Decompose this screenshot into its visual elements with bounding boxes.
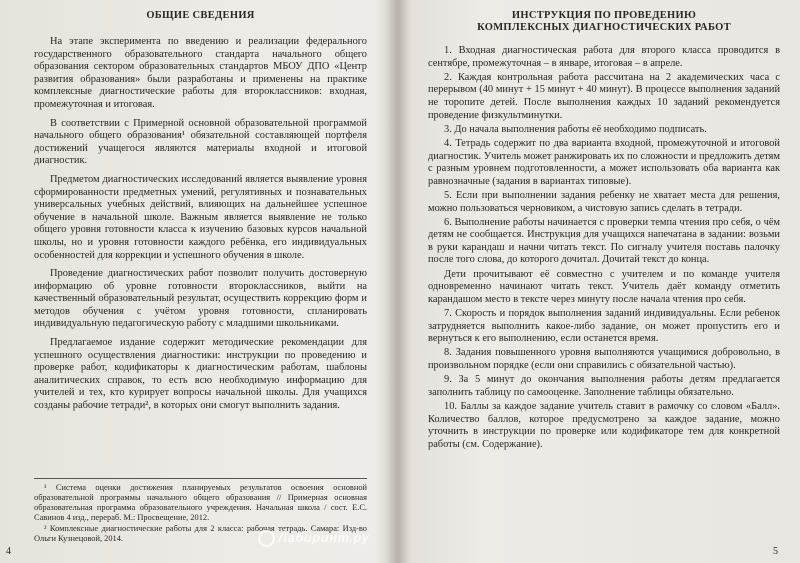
watermark — [258, 530, 369, 547]
right-page-heading — [428, 10, 780, 34]
instruction-item: 5. Если при выполнении задания ребенку не хватает места для решения, можно пользоваться черновиком, а чистовую запись сделать в тетради. — [428, 189, 780, 214]
instruction-item: 6. Выполнение работы начинается с проверки темпа чтения про себя, о чём детям не сообщается. Инструкция для учащихся напечатана в задании: возьми в руки карандаш и начни читать текст. По сигналу учителя поставь палочку после того слова, до которого дочитал. Дочитай текст до конца. — [428, 216, 780, 266]
footnote: ² Комплексные диагностические работы для 2 класса: рабочая тетрадь. Самара: Изд-во Ольги Кузнецовой, 2014. — [34, 524, 367, 543]
left-paragraph: Предлагаемое издание содержит методические рекомендации для успешного осуществления диагностики: инструкции по проведению и проверке работ, кодификаторы к диагностическим работам, шаблоны аналитических справок, то есть всю необходимую информацию для учителей и тех, кто курирует вопросы начальной школы. Для учащихся созданы рабочие тетради², в которых они смогут выполнить задания. — [34, 337, 367, 412]
left-paragraph: На этапе эксперимента по введению и реализации федерального государственного образовательного стандарта начального общего образования сектором образовательных стандартов МБОУ ДПО «Центр развития образования» были разработаны и применены на практике комплексные диагностические работы для второклассников: входная, промежуточная и итоговая. — [34, 36, 367, 110]
left-paragraph: Предметом диагностических исследований является выявление уровня сформированности предметных умений, регулятивных и познавательных универсальных учебных действий, влияющих на дальнейшее успешное обучение в начальной школе. Важным является выявление не только общего уровня готовности класса к изучению базовых курсов начальной школы, но и уровня готовности каждого ребёнка, его индивидуальных особенностей для коррекции и успешного обучения в школе. — [34, 173, 367, 261]
left-paragraph: Проведение диагностических работ позволит получить достоверную информацию об уровне готовности второклассников, выйти на качественный образовательный результат, осуществить коррекцию форм и методов обучения с учётом уровня готовности, спланировать индивидуальную педагогическую работу с младшими школьниками. — [34, 268, 367, 330]
watermark-text: Лабиринт.ру — [278, 530, 370, 545]
right-heading-line-2: КОМПЛЕКСНЫХ ДИАГНОСТИЧЕСКИХ РАБОТ — [477, 22, 731, 33]
instruction-item: 10. Баллы за каждое задание учитель ставит в рамочку со словом «Балл». Количество баллов, которое предусмотрено за каждое задание, можно уточнить в инструкции по проверке или кодификаторе тем для конкретной работы (см. Содержание). — [428, 400, 780, 450]
left-page-heading: ОБЩИЕ СВЕДЕНИЯ — [146, 10, 255, 21]
instruction-item: 7. Скорость и порядок выполнения заданий индивидуальны. Если ребенок затрудняется выполнить какое-либо задание, он может пропустить его и вернуться к его выполнению, если останется время. — [428, 308, 780, 345]
instruction-item: 9. За 5 минут до окончания выполнения работы детям предлагается заполнить таблицу по самооценке. Заполнение таблицы обязательно. — [428, 374, 780, 398]
footnote: ¹ Система оценки достижения планируемых результатов освоения основной образовательной программы начального общего образования // Примерная основная образовательная программа образовательного учреждения. Начальная школа / сост. Е.С. Савинов 4 изд., перераб. М.: Просвещение, 2012. — [34, 483, 367, 522]
right-page — [404, 0, 800, 563]
right-page-number: 5 — [773, 546, 778, 557]
instruction-item: 2. Каждая контрольная работа рассчитана на 2 академических часа с перерывом (40 минут + 15 минут + 40 минут). В процессе выполнения заданий не торопите детей. После выполнения каждых 10 заданий рекомендуется проведение физкультминутки. — [428, 71, 780, 121]
left-page-body — [34, 8, 367, 419]
instruction-item: 3. До начала выполнения работы её необходимо подписать. — [444, 123, 707, 135]
right-heading-line-1: ИНСТРУКЦИЯ ПО ПРОВЕДЕНИЮ — [511, 10, 697, 21]
left-page-number: 4 — [6, 546, 11, 557]
instruction-item: Дети прочитывают её совместно с учителем и по команде учителя одновременно начинают читать текст. Учитель даёт команду отметить карандашом место в тексте через минуту после начала чтения про себя. — [428, 268, 780, 305]
watermark-logo-icon — [258, 530, 275, 547]
instruction-item: 8. Задания повышенного уровня выполняются учащимися добровольно, в произвольном порядке (если они справились с обязательной частью). — [428, 347, 780, 371]
left-paragraph: В соответствии с Примерной основной образовательной программой начального общего образования¹ обязательной составляющей портфеля достижений учащегося являются материалы входной и итоговой диагностик. — [34, 117, 367, 167]
left-page — [0, 0, 394, 563]
right-page-body — [428, 8, 780, 453]
instruction-item: 4. Тетрадь содержит по два варианта входной, промежуточной и итоговой диагностик. Учитель может ранжировать их по сложности и предложить детям с разным уровнем подготовленности, а может использовать оба варианта как равнозначные (задания в вариантах типовые). — [428, 137, 780, 187]
instruction-item: 1. Входная диагностическая работа для второго класса проводится в сентябре, промежуточная – в январе, итоговая – в апреле. — [428, 45, 780, 69]
